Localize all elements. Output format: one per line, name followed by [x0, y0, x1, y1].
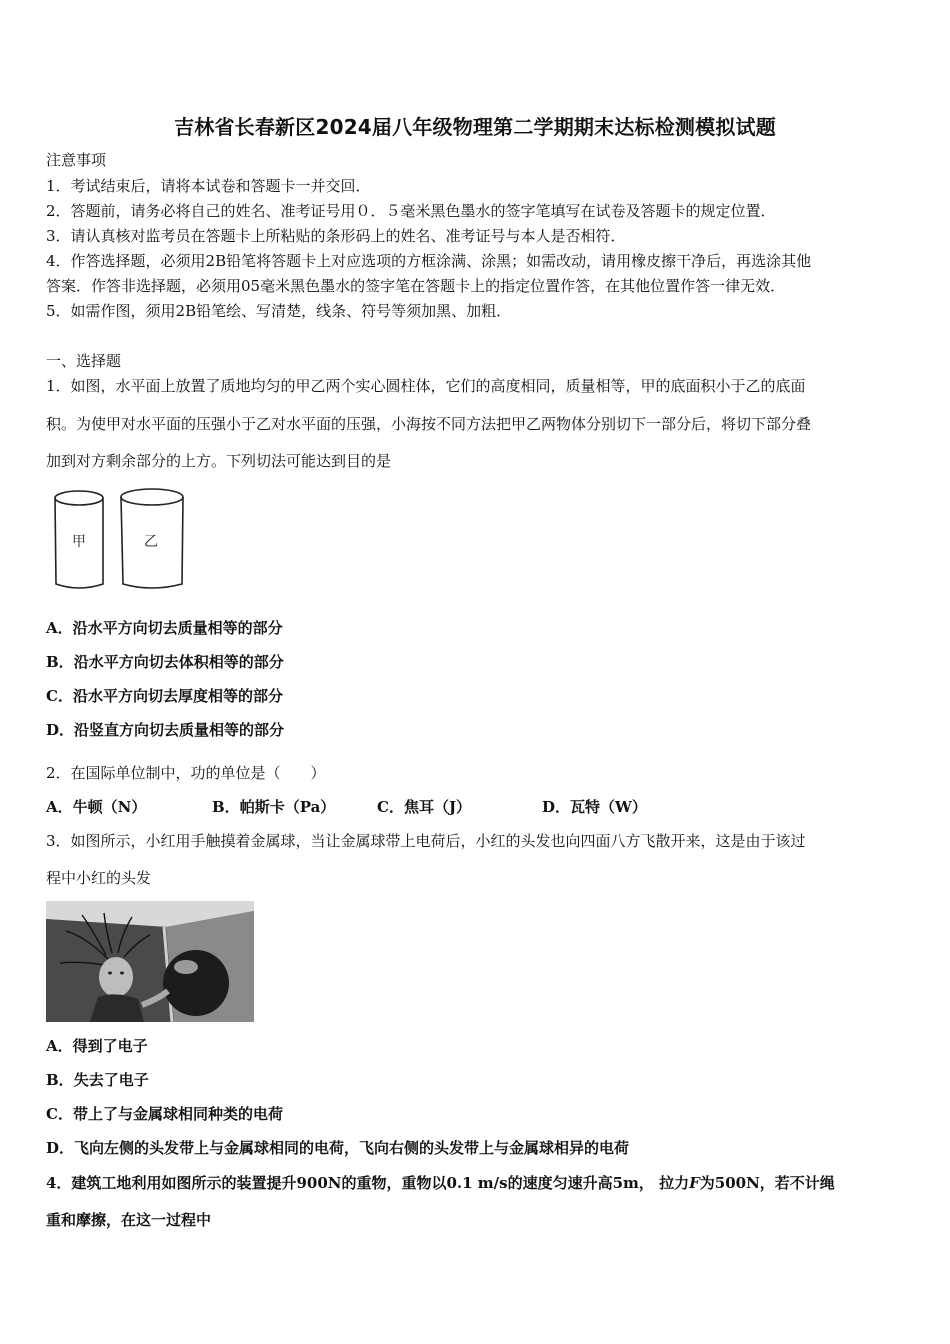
notice-item: 答案．作答非选择题，必须用05毫米黑色墨水的签字笔在答题卡上的指定位置作答，在其他位置作答一律无效． — [46, 277, 786, 295]
cylinders-figure — [46, 484, 186, 596]
q1-stem-line: 积。为使甲对水平面的压强小于乙对水平面的压强，小海按不同方法把甲乙两物体分别切下一部分后，将切下部分叠 — [46, 415, 812, 433]
q2-stem: 2．在国际单位制中，功的单位是（ ） — [46, 764, 326, 782]
q3-option-b: B．失去了电子 — [46, 1071, 149, 1089]
cylinder-yi-top — [121, 489, 183, 505]
q3-stem-line: 程中小红的头发 — [46, 869, 152, 887]
notice-item: 1．考试结束后，请将本试卷和答题卡一并交回． — [46, 177, 371, 195]
section-heading: 一、选择题 — [46, 352, 122, 370]
notice-heading: 注意事项 — [46, 151, 107, 169]
q2-option-b: B．帕斯卡（Pa） — [212, 798, 336, 816]
q3-option-c: C．带上了与金属球相同种类的电荷 — [46, 1105, 283, 1123]
q4-stem-line: 重和摩擦，在这一过程中 — [46, 1211, 212, 1229]
q3-stem-line: 3．如图所示，小红用手触摸着金属球，当让金属球带上电荷后，小红的头发也向四面八方飞散开来，这是由于该过 — [46, 832, 806, 850]
q1-option-a: A．沿水平方向切去质量相等的部分 — [46, 619, 283, 637]
cylinder-yi-label: 乙 — [144, 534, 158, 550]
notice-item: 2．答题前，请务必将自己的姓名、准考证号用０．５毫米黑色墨水的签字笔填写在试卷及答题卡的规定位置． — [46, 202, 776, 220]
q1-option-d: D．沿竖直方向切去质量相等的部分 — [46, 721, 285, 739]
notice-item: 5．如需作图，须用2B铅笔绘、写清楚，线条、符号等须加黑、加粗． — [46, 302, 512, 320]
notice-item: 4．作答选择题，必须用2B铅笔将答题卡上对应选项的方框涂满、涂黑；如需改动，请用橡皮擦干净后，再选涂其他 — [46, 252, 812, 270]
q1-option-c: C．沿水平方向切去厚度相等的部分 — [46, 687, 283, 705]
page-title: 吉林省长春新区2024届八年级物理第二学期期末达标检测模拟试题 — [174, 115, 776, 139]
q3-option-d: D．飞向左侧的头发带上与金属球相同的电荷，飞向右侧的头发带上与金属球相异的电荷 — [46, 1139, 630, 1157]
q2-option-a: A．牛顿（N） — [46, 798, 147, 816]
q3-option-a: A．得到了电子 — [46, 1037, 148, 1055]
q2-option-c: C．焦耳（J） — [377, 798, 472, 816]
cylinder-jia-label: 甲 — [72, 534, 86, 550]
q1-stem-line: 加到对方剩余部分的上方。下列切法可能达到目的是 — [46, 452, 392, 470]
q2-option-d: D．瓦特（W） — [542, 798, 647, 816]
q4-stem-line: 4．建筑工地利用如图所示的装置提升900N的重物，重物以0.1 m/s的速度匀速升高5m， 拉力F为500N，若不计绳 — [46, 1174, 835, 1192]
q1-option-b: B．沿水平方向切去体积相等的部分 — [46, 653, 284, 671]
cylinder-jia-top — [55, 491, 103, 505]
girl-metal-ball-photo — [46, 901, 254, 1022]
q1-stem-line: 1．如图，水平面上放置了质地均匀的甲乙两个实心圆柱体，它们的高度相同，质量相等，甲的底面积小于乙的底面 — [46, 377, 806, 395]
notice-item: 3．请认真核对监考员在答题卡上所粘贴的条形码上的姓名、准考证号与本人是否相符． — [46, 227, 626, 245]
